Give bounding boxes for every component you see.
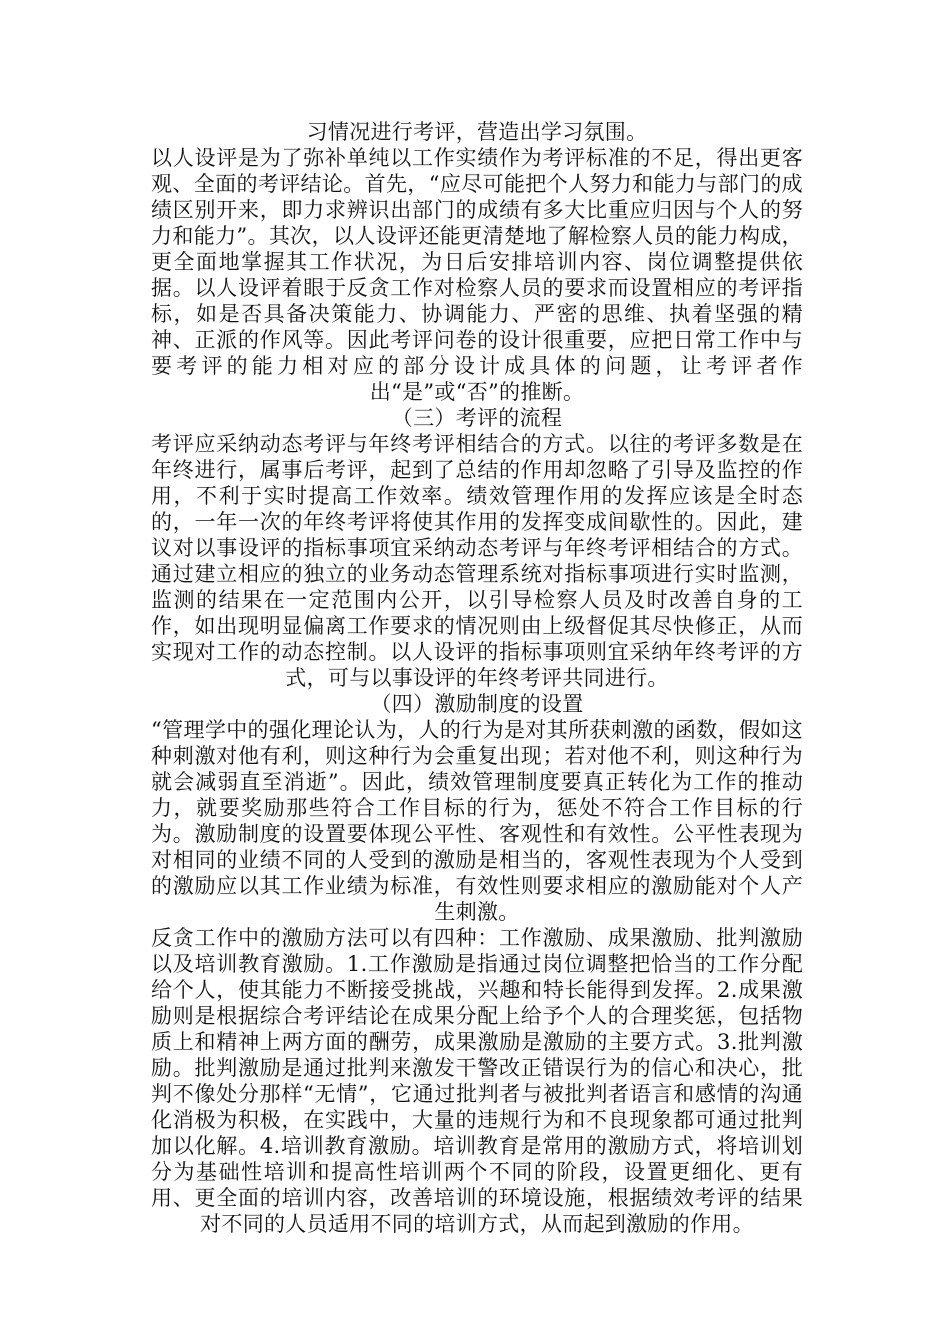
section-heading-4: （四）激励制度的设置 bbox=[370, 692, 584, 716]
paragraph-3: 考评应采纳动态考评与年终考评相结合的方式。以往的考评多数是在年终进行，属事后考评，起到了总结的作用却忽略了引导及监控的作用，不利于实时提高工作效率。绩效管理作用的发挥应该是全时态的，一年一次的年终考评将使其作用的发挥变成间歇性的。因此，建议对以事设评的指标事项宜采纳动态考评与年终考评相结合的方式。通过建立相应的独立的业务动态管理系统对指标事项进行实时监测，监测的结果在一定范围内公开，以引导检察人员及时改善自身的工作，如出现明显偏离工作要求的情况则由上级督促其尽快修正，从而实现对工作的动态控制。以人设评的指标事项则宜采纳年终考评的方式，可与以事设评的年终考评共同进行。 bbox=[151, 432, 803, 690]
paragraph-1: 习情况进行考评，营造出学习氛围。 bbox=[306, 120, 648, 144]
paragraph-2: 以人设评是为了弥补单纯以工作实绩作为考评标准的不足，得出更客观、全面的考评结论。首先，“应尽可能把个人努力和能力与部门的成绩区别开来，即力求辨识出部门的成绩有多大比重应归因与个人的努力和能力”。其次，以人设评还能更清楚地了解检察人员的能力构成，更全面地掌握其工作状况，为日后安排培训内容、岗位调整提供依据。以人设评着眼于反贪工作对检察人员的要求而设置相应的考评指标，如是否具备决策能力、协调能力、严密的思维、执着坚强的精神、正派的作风等。因此考评问卷的设计很重要，应把日常工作中与要考评的能力相对应的部分设计成具体的问题，让考评者作出“是”或“否”的推断。 bbox=[151, 146, 803, 404]
paragraph-4: “管理学中的强化理论认为，人的行为是对其所获刺激的函数，假如这种刺激对他有利，则这种行为会重复出现；若对他不利，则这种行为就会减弱直至消逝”。因此，绩效管理制度要真正转化为工作的推动力，就要奖励那些符合工作目标的行为，惩处不符合工作目标的行为。激励制度的设置要体现公平性、客观性和有效性。公平性表现为对相同的业绩不同的人受到的激励是相当的，客观性表现为个人受到的激励应以其工作业绩为标准，有效性则要求相应的激励能对个人产生刺激。 bbox=[151, 718, 803, 924]
document-body bbox=[151, 119, 803, 1237]
paragraph-5: 反贪工作中的激励方法可以有四种：工作激励、成果激励、批判激励以及培训教育激励。1.工作激励是指通过岗位调整把恰当的工作分配给个人，使其能力不断接受挑战，兴趣和特长能得到发挥。2.成果激励则是根据综合考评结论在成果分配上给予个人的合理奖惩，包括物质上和精神上两方面的酬劳，成果激励是激励的主要方式。3.批判激励。批判激励是通过批判来激发干警改正错误行为的信心和决心，批判不像处分那样“无情”，它通过批判者与被批判者语言和感情的沟通化消极为积极，在实践中，大量的违规行为和不良现象都可通过批判加以化解。4.培训教育激励。培训教育是常用的激励方式，将培训划分为基础性培训和提高性培训两个不同的阶段，设置更细化、更有用、更全面的培训内容，改善培训的环境设施，根据绩效考评的结果对不同的人员适用不同的培训方式，从而起到激励的作用。 bbox=[151, 926, 803, 1236]
section-heading-3: （三）考评的流程 bbox=[391, 406, 563, 430]
